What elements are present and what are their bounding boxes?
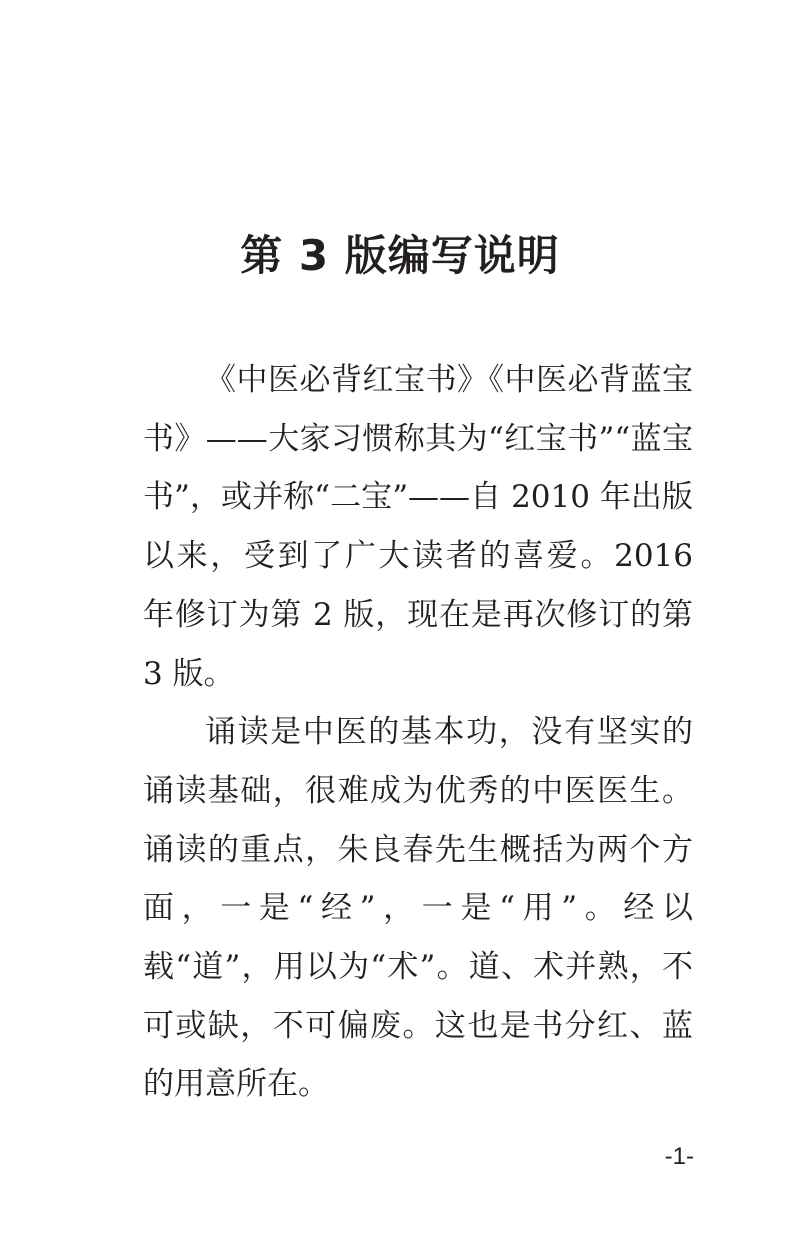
page-title: 第 3 版编写说明 [240, 231, 560, 280]
paragraph-2: 诵读是中医的基本功，没有坚实的诵读基础，很难成为优秀的中医医生。诵读的重点，朱良春先生概括为两个方面，一是“经”，一是“用”。经以载“道”，用以为“术”。道、术并熟，不可或缺，不可偏废。这也是书分红、蓝的用意所在。 [143, 714, 693, 1103]
page-number: -1- [664, 1143, 694, 1170]
paragraph-1: 《中医必背红宝书》《中医必背蓝宝书》——大家习惯称其为“红宝书”“蓝宝书”，或并称“二宝”——自 2010 年出版以来，受到了广大读者的喜爱。2016 年修订为第 2 版，现在是再次修订的第 3 版。 [143, 362, 693, 692]
body-text [143, 351, 693, 1114]
